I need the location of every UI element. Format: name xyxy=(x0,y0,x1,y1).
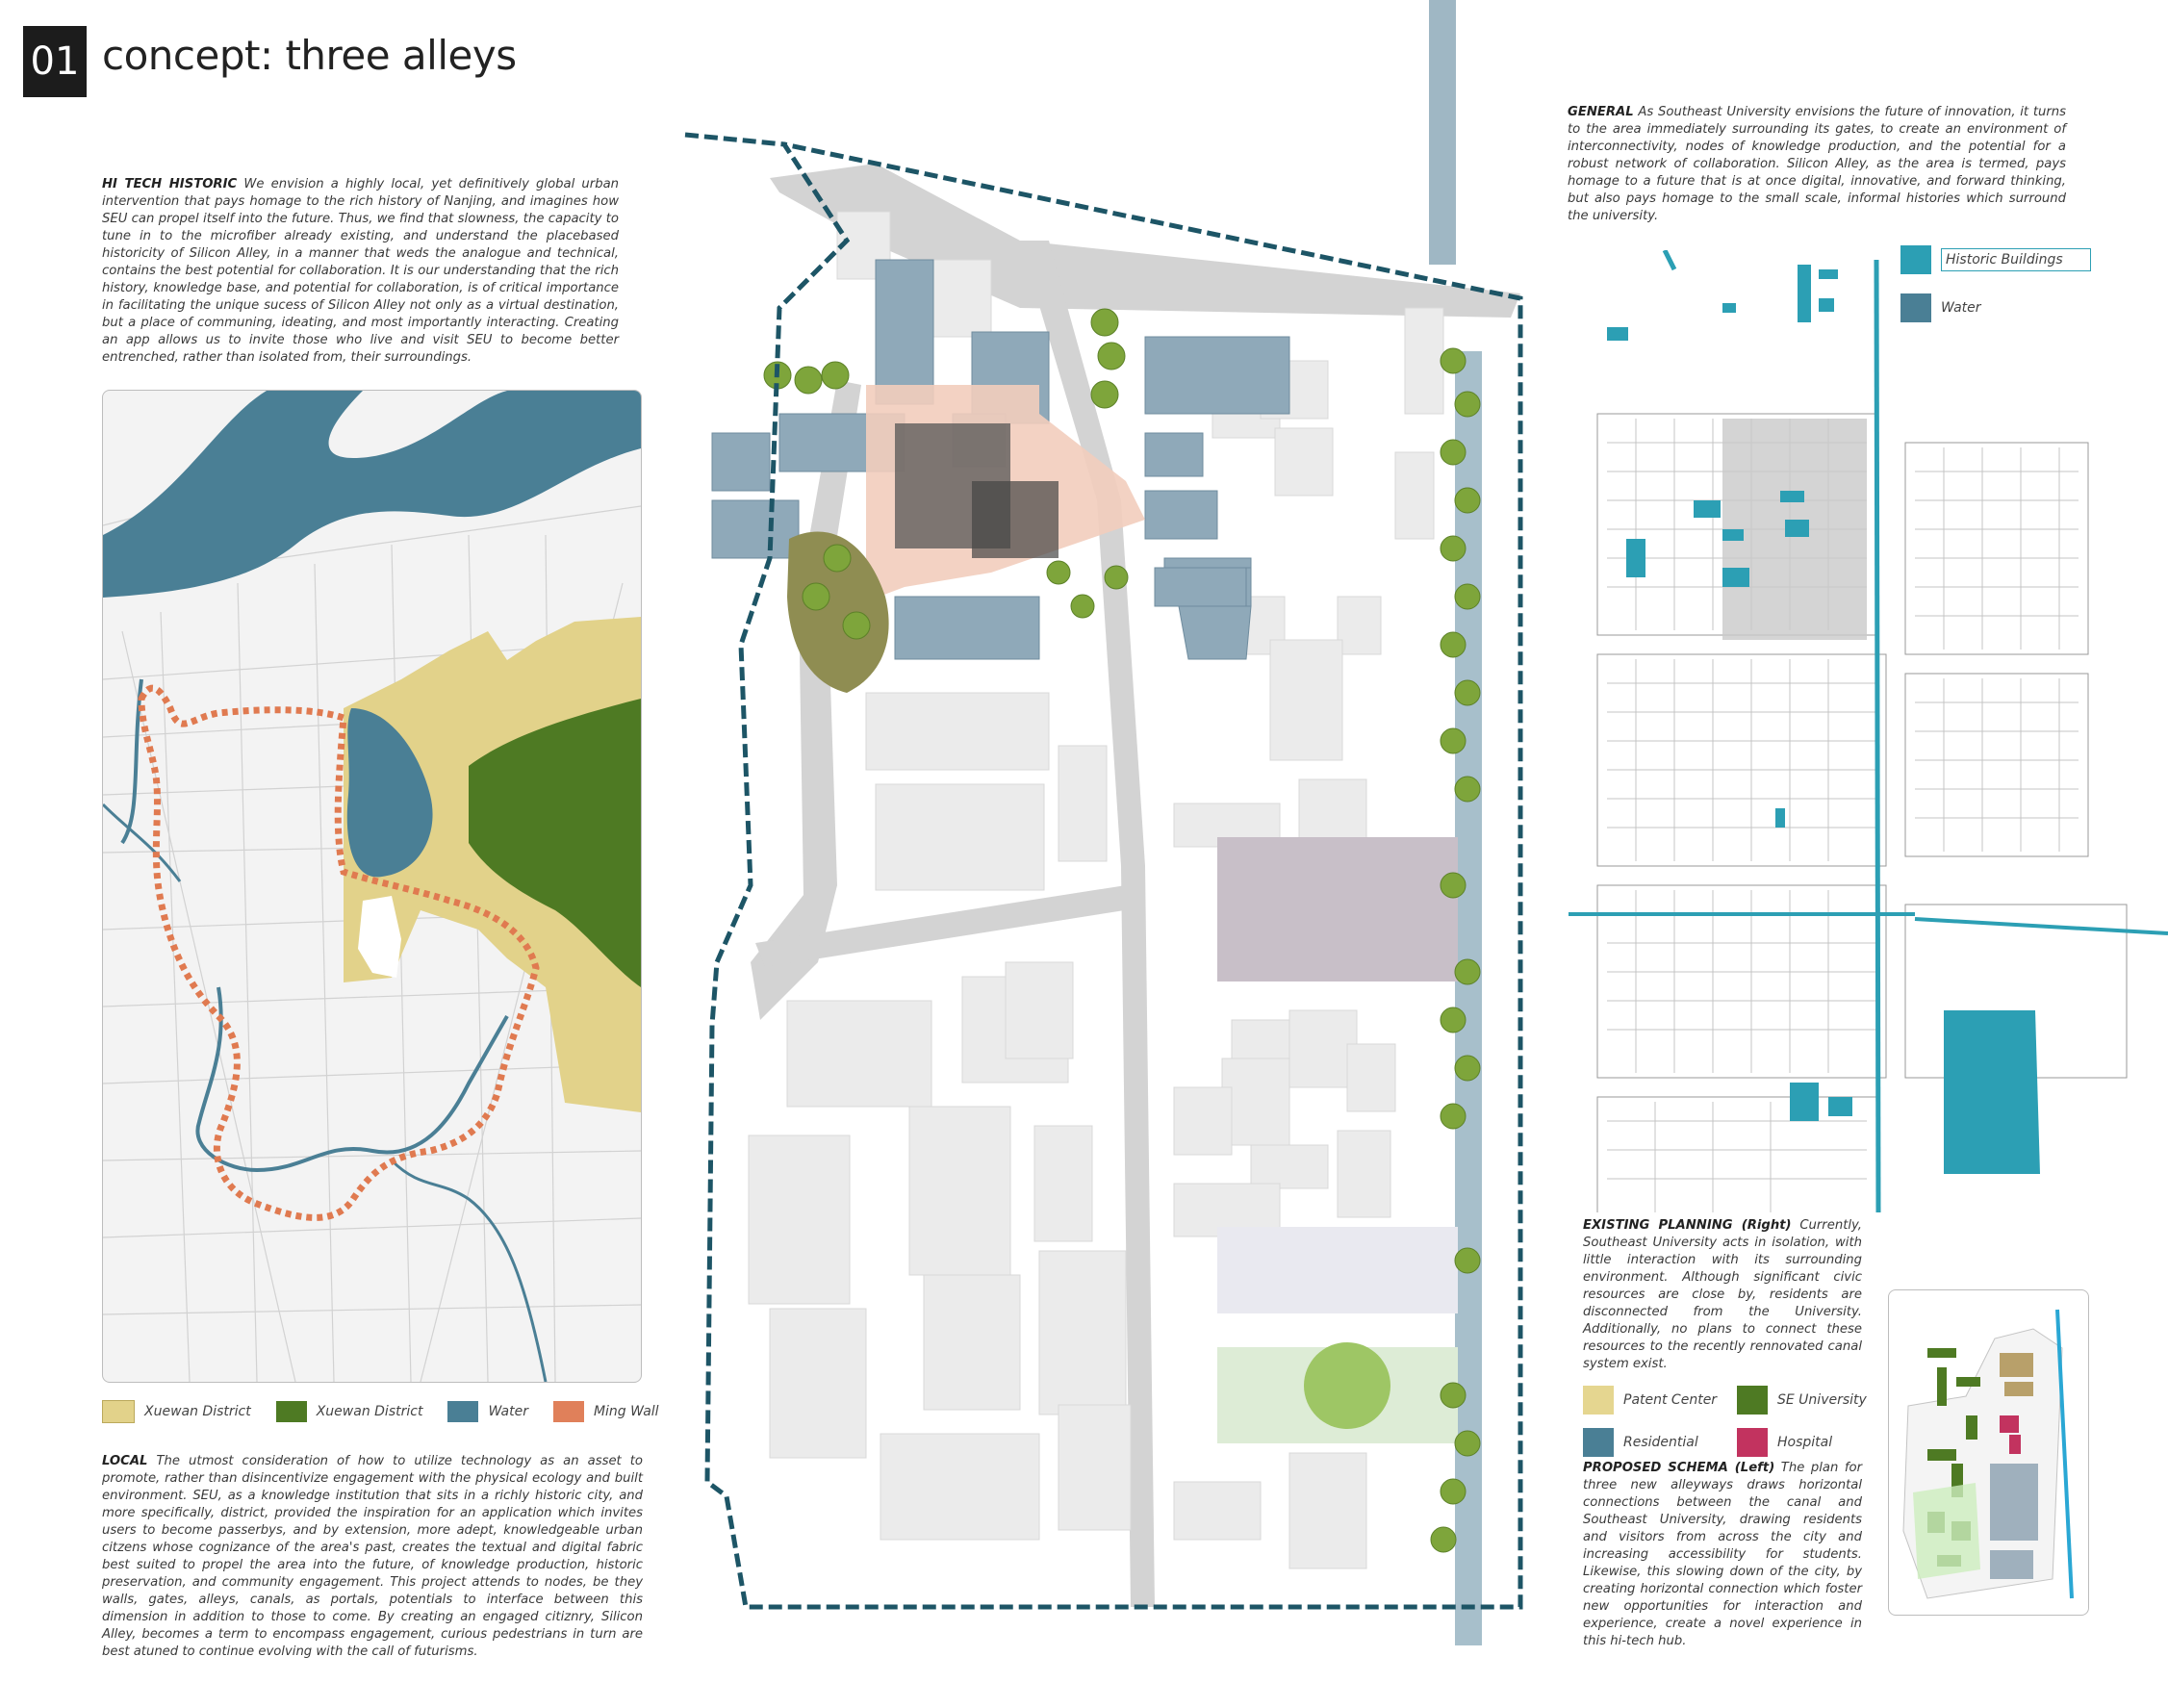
proposed-schema-paragraph xyxy=(1583,1460,1862,1650)
hi-tech-historic-text: We envision a highly local, yet definitively global urban intervention that pays homage to the rich history of Nanjing, and imagines how SEU can propel itself into the future. Thus, we find that slowness, the capacity to tune in to the microfiber already existing, and understand the placebased historicity of Silicon Alley, in a manner that weds the analogue and technical, contains the best potential for collaboration. It is our understanding that the rich history, knowledge base, and potential for collaboration, is of critical importance in facilitating the unique sucess of Silicon Alley not only as a virtual destination, but a place of communing, ideating, and most importantly interacting. Creating an app allows us to invite those who live and visit SEU to become better entrenched, rather than isolated from, their surroundings. xyxy=(102,177,620,365)
schema-legend xyxy=(1583,1386,1881,1457)
page-title: concept: three alleys xyxy=(102,32,517,79)
legend-label: Residential xyxy=(1623,1435,1698,1450)
legend-label: Hospital xyxy=(1777,1435,1833,1450)
local-paragraph xyxy=(102,1453,643,1661)
existing-planning-paragraph xyxy=(1583,1217,1862,1373)
legend-label: Xuewan District xyxy=(316,1404,423,1419)
swatch-hospital xyxy=(1737,1428,1768,1457)
general-text: As Southeast University envisions the future of innovation, it turns to the area immediately surrounding its gates, to create an environment of interconnectivity, nodes of knowledge production, and the potential for a robust network of collaboration. Silicon Alley, as the area is termed, pays homage to a future that is at once digital, innovative, and forward thinking, but also pays homage to the small scale, informal histories which surround the university. xyxy=(1568,105,2066,223)
legend-label: SE University xyxy=(1777,1392,1867,1408)
existing-planning-heading: EXISTING PLANNING (Right) xyxy=(1583,1218,1792,1233)
legend-item-hospital xyxy=(1737,1428,1881,1457)
swatch-green xyxy=(276,1401,307,1422)
legend-item-water xyxy=(447,1400,528,1423)
proposed-schema-heading: PROPOSED SCHEMA (Left) xyxy=(1583,1461,1775,1475)
legend-label: Patent Center xyxy=(1623,1392,1718,1408)
legend-label: Water xyxy=(488,1404,528,1419)
swatch-residential xyxy=(1583,1428,1614,1457)
existing-map-graphic xyxy=(1569,250,2168,1212)
legend-label: Xuewan District xyxy=(144,1404,251,1419)
schema-graphic xyxy=(1889,1290,2088,1615)
hi-tech-historic-paragraph xyxy=(102,176,619,367)
canal-top xyxy=(1429,0,1456,265)
site-plan xyxy=(674,0,1549,1655)
site-plan-graphic xyxy=(674,0,1549,1655)
city-context-map xyxy=(102,390,642,1383)
swatch-patent-center xyxy=(1583,1386,1614,1415)
local-text: The utmost consideration of how to utilize technology as an asset to promote, rather than disincentivize engagement with the physical ecology and built environment. SEU, as a knowledge institution that sits in a richly historic city, and more specifically, district, provided the inspiration for an application which invites users to become passerbys, and by extension, more adept, knowledgeable urban citzens whose cognizance of the area's past, creates the textual and digital fabric best suited to propel the area into the future, of knowledge production, historic preservation, and community engagement. This project attends to nodes, be they walls, gates, alleys, canals, as portals, potentials to interface between this dimension in addition to those to come. By creating an engaged citiznry, Silicon Alley, becomes a term to encompass engagement, curious pedestrians in turn are best atuned to continue evolving with the call of futurisms. xyxy=(102,1454,644,1659)
swatch-water xyxy=(447,1401,478,1422)
section-number: 01 xyxy=(23,26,87,97)
proposed-schema-text: The plan for three new alleyways draws horizontal connections between the canal and Southeast University, drawing residents and visitors from across the city and increasing accessibility for students. Likewise, this slowing down of the city, by creating horizontal connection which foster new opportunities for interaction and experience, create a novel experience in this hi-tech hub. xyxy=(1583,1461,1862,1648)
legend-item-xuewan-green xyxy=(276,1400,423,1423)
legend-item-patent-center xyxy=(1583,1386,1727,1415)
existing-planning-text: Currently, Southeast University acts in isolation, with little interaction with its surrounding environment. Although significant civic resources are close by, residents are disconnected from the University. Additionally, no plans to connect these resources to the recently rennovated canal system exist. xyxy=(1583,1218,1862,1371)
swatch-yellow xyxy=(102,1400,135,1423)
alley-middle xyxy=(1217,1227,1458,1313)
map-legend xyxy=(102,1400,660,1423)
hi-tech-historic-heading: HI TECH HISTORIC xyxy=(102,177,238,191)
legend-item-se-university xyxy=(1737,1386,1881,1415)
swatch-se-university xyxy=(1737,1386,1768,1415)
swatch-ming-wall xyxy=(553,1401,584,1422)
legend-label: Water xyxy=(1941,300,1981,316)
legend-item-residential xyxy=(1583,1428,1727,1457)
legend-label: Ming Wall xyxy=(593,1404,659,1419)
alley-north xyxy=(1217,837,1458,981)
local-heading: LOCAL xyxy=(102,1454,148,1468)
general-heading: GENERAL xyxy=(1568,105,1634,119)
legend-label: Historic Buildings xyxy=(1941,248,2091,271)
city-map-graphic xyxy=(103,391,641,1382)
legend-item-xuewan-yellow xyxy=(102,1400,251,1423)
general-paragraph xyxy=(1568,104,2066,225)
legend-item-ming-wall xyxy=(553,1400,659,1423)
schema-diagram xyxy=(1888,1289,2089,1616)
existing-planning-map xyxy=(1569,250,2168,1212)
